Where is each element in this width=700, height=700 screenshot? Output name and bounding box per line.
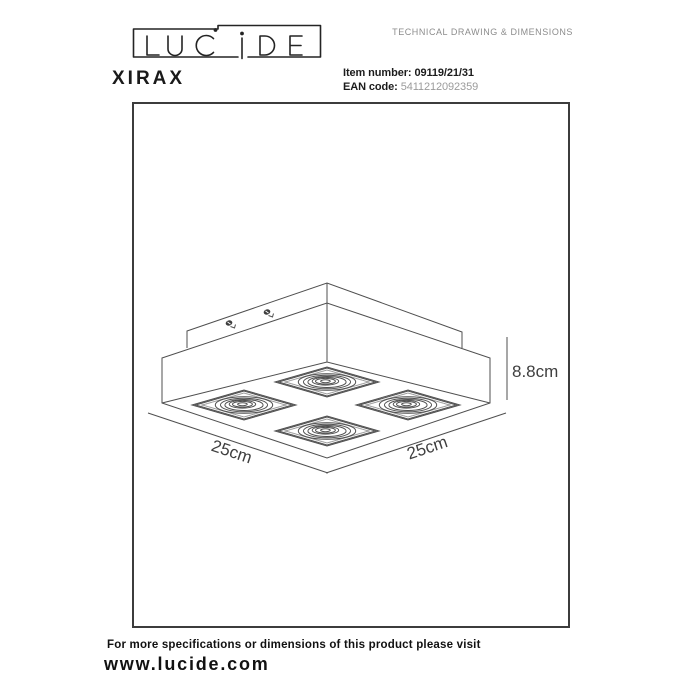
product-name: XIRAX: [112, 68, 186, 89]
ean-value: 5411212092359: [400, 80, 479, 93]
spotlight: [356, 390, 460, 420]
ean-label: EAN code:: [343, 80, 398, 93]
mounting-screw: [225, 319, 236, 328]
mounting-screw: [263, 308, 274, 317]
dimension-label-left: 25cm: [209, 436, 255, 468]
dimension-label-right: 25cm: [404, 432, 450, 464]
dimension-label-height: 8.8cm: [512, 362, 559, 381]
spotlight: [192, 390, 296, 420]
website-url: www.lucide.com: [104, 654, 270, 674]
footer: [104, 639, 481, 675]
item-number-label: Item number:: [343, 67, 412, 79]
ceiling-mount-plate: [187, 283, 462, 348]
item-number-value: 09119/21/31: [414, 67, 474, 79]
footer-note: For more specifications or dimensions of this product please visit: [107, 639, 481, 651]
doc-title: TECHNICAL DRAWING & DIMENSIONS: [392, 27, 573, 37]
spotlight: [275, 416, 379, 446]
